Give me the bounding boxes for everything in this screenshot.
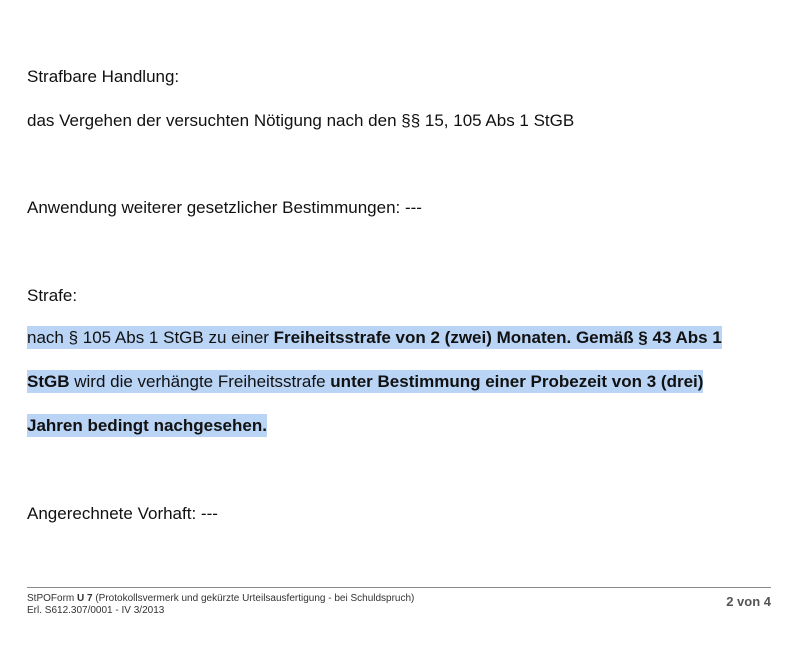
detention-text: Angerechnete Vorhaft: --- (27, 504, 218, 523)
page-indicator: 2 von 4 (726, 594, 771, 609)
footer-form-info (27, 593, 414, 617)
penalty-line-3-part-1: Jahren bedingt nachgesehen. (27, 416, 267, 435)
penalty-line-2-highlight (27, 370, 703, 393)
footer-decree: Erl. S612.307/0001 - IV 3/2013 (27, 605, 165, 616)
penalty-line-2-part-1: StGB (27, 372, 70, 391)
penalty-line-2-part-2: wird die verhängte Freiheitsstrafe (69, 372, 331, 391)
penalty-heading: Strafe: (27, 286, 78, 305)
penalty-line-1-highlight (27, 326, 722, 349)
footer-form-code: U 7 (77, 593, 93, 604)
footer-divider (27, 587, 771, 588)
penalty-line-2-part-3: unter Bestimmung einer Probezeit von 3 (drei) (330, 372, 704, 391)
penalty-line-3-highlight (27, 414, 267, 437)
penalty-line-1-part-1: nach § 105 Abs 1 StGB zu einer (27, 328, 274, 347)
footer-form-line (27, 593, 414, 605)
offense-heading: Strafbare Handlung: (27, 67, 180, 86)
offense-text: das Vergehen der versuchten Nötigung nach den §§ 15, 105 Abs 1 StGB (27, 111, 575, 130)
footer-form-prefix: StPOForm (27, 593, 78, 604)
penalty-line-1-part-2: Freiheitsstrafe von 2 (zwei) Monaten. Gemäß § 43 Abs 1 (273, 328, 722, 347)
penalty-line-2[interactable] (27, 372, 703, 392)
footer-form-desc: (Protokollsvermerk und gekürzte Urteilsausfertigung - bei Schuldspruch) (92, 593, 415, 604)
penalty-line-3[interactable] (27, 416, 267, 436)
other-provisions-text: Anwendung weiterer gesetzlicher Bestimmungen: --- (27, 198, 422, 217)
penalty-line-1[interactable] (27, 328, 722, 348)
